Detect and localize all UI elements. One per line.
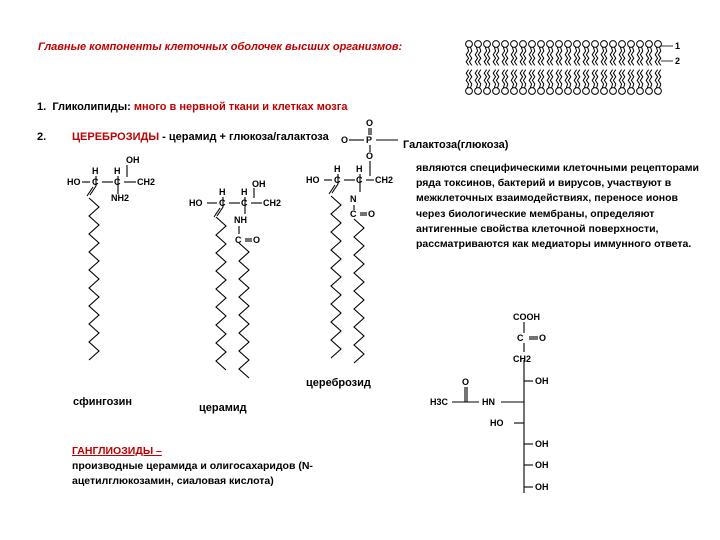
lipid-head — [592, 41, 599, 48]
svg-text:OH: OH — [535, 439, 549, 449]
lipid-head — [583, 41, 590, 48]
lipid-head — [565, 88, 572, 95]
svg-text:C: C — [241, 198, 248, 208]
svg-text:O: O — [253, 235, 261, 245]
svg-text:C: C — [219, 198, 226, 208]
svg-text:O: O — [368, 209, 376, 219]
page-title: Главные компоненты клеточных оболочек высших организмов: — [38, 41, 403, 53]
lipid-tail — [637, 47, 643, 65]
svg-text:HO: HO — [490, 418, 504, 428]
lipid-tail — [592, 47, 598, 65]
sialic-acid-structure — [452, 322, 538, 493]
lipid-tail — [511, 47, 517, 65]
caption-cerebroside: цереброзид — [306, 377, 371, 389]
lipid-tail — [511, 70, 517, 88]
lipid-tail — [547, 70, 553, 88]
description-text: являются специфическими клеточными рецепторами ряда токсинов, бактерий и вирусов, участвуют в межклеточных взаимодействиях, переносе ионов через биологические мембраны, определяют антигенные свойства клеточной поверхности, рассматриваются как медиаторы иммунного ответа. — [416, 162, 699, 251]
lipid-head — [574, 88, 581, 95]
svg-text:O: O — [341, 135, 349, 145]
lipid-head — [628, 88, 635, 95]
svg-text:O: O — [539, 333, 547, 343]
lipid-tail — [475, 70, 481, 88]
lipid-head — [511, 41, 518, 48]
sphingosine-labels — [67, 155, 155, 203]
svg-text:O: O — [366, 151, 374, 161]
svg-text:HO: HO — [189, 198, 203, 208]
lipid-tail — [574, 47, 580, 65]
lipid-head — [475, 88, 482, 95]
lipid-head — [520, 88, 527, 95]
lipid-tail — [565, 47, 571, 65]
lipid-tail — [484, 70, 490, 88]
lipid-head — [583, 88, 590, 95]
lipid-tail — [610, 70, 616, 88]
lipid-tail — [493, 47, 499, 65]
lipid-head — [655, 41, 662, 48]
svg-text:C: C — [235, 235, 242, 245]
svg-text:H: H — [114, 166, 121, 176]
lipid-head — [601, 88, 608, 95]
lipid-head — [601, 41, 608, 48]
lipid-tail — [619, 70, 625, 88]
svg-text:C: C — [334, 175, 341, 185]
lipid-head — [619, 88, 626, 95]
lipid-head — [475, 41, 482, 48]
svg-text:NH2: NH2 — [111, 193, 130, 203]
lipid-head — [547, 41, 554, 48]
svg-text:H: H — [92, 166, 99, 176]
ceramide-labels — [189, 179, 281, 245]
lipid-tail — [574, 70, 580, 88]
lipid-head — [520, 41, 527, 48]
svg-text:P: P — [366, 135, 373, 145]
lipid-head — [502, 41, 509, 48]
lipid-head — [574, 41, 581, 48]
svg-text:C: C — [350, 209, 357, 219]
svg-text:OH: OH — [126, 155, 140, 165]
svg-text:N: N — [350, 194, 357, 204]
lipid-tail — [466, 70, 472, 88]
lipid-head — [493, 88, 500, 95]
lipid-head — [538, 88, 545, 95]
lipid-head — [655, 88, 662, 95]
lipid-head — [502, 88, 509, 95]
lipid-bilayer-diagram — [466, 41, 662, 95]
lipid-head — [484, 41, 491, 48]
lipid-head — [610, 41, 617, 48]
item2-number: 2. — [37, 131, 47, 143]
sugar-label: Галактоза(глюкоза) — [403, 139, 509, 151]
lipid-tail — [529, 70, 535, 88]
svg-text:COOH: COOH — [513, 312, 540, 322]
lipid-head — [466, 88, 473, 95]
svg-text:H: H — [334, 164, 341, 174]
lipid-tail — [538, 47, 544, 65]
svg-text:H3C: H3C — [430, 397, 449, 407]
item2-label: ЦЕРЕБРОЗИДЫ — [72, 131, 160, 143]
gangliosides-title: ГАНГЛИОЗИДЫ – — [72, 445, 162, 457]
svg-text:H: H — [356, 164, 363, 174]
lipid-head — [493, 41, 500, 48]
lipid-tail — [601, 47, 607, 65]
lipid-head — [466, 41, 473, 48]
svg-text:O: O — [366, 118, 374, 128]
lipid-tail — [466, 47, 472, 65]
lipid-tail — [493, 70, 499, 88]
lipid-tail — [502, 70, 508, 88]
caption-sphingosine: сфингозин — [73, 396, 133, 408]
svg-text:CH2: CH2 — [263, 198, 282, 208]
lipid-tail — [619, 47, 625, 65]
item1-text: много в нервной ткани и клетках мозга — [133, 101, 348, 113]
lipid-head — [538, 41, 545, 48]
item2-text: - церамид + глюкоза/галактоза — [162, 131, 329, 143]
lipid-head — [610, 88, 617, 95]
lipid-tail — [610, 47, 616, 65]
svg-text:CH2: CH2 — [137, 177, 156, 187]
lipid-tail — [628, 70, 634, 88]
lipid-head — [484, 88, 491, 95]
svg-text:OH: OH — [535, 376, 549, 386]
svg-text:HO: HO — [306, 175, 320, 185]
svg-text:OH: OH — [535, 482, 549, 492]
lipid-tail — [601, 70, 607, 88]
svg-text:H: H — [219, 187, 226, 197]
lipid-head — [646, 41, 653, 48]
lipid-head — [547, 88, 554, 95]
lipid-head — [556, 41, 563, 48]
lipid-head — [529, 41, 536, 48]
item1-number: 1. — [37, 101, 47, 113]
lipid-tail — [556, 47, 562, 65]
lipid-tail — [547, 47, 553, 65]
lipid-tail — [484, 47, 490, 65]
item1-label: Гликолипиды: — [52, 101, 131, 113]
svg-text:OH: OH — [252, 179, 266, 189]
membrane-label-2: 2 — [675, 56, 681, 66]
lipid-tail — [529, 47, 535, 65]
lipid-tail — [556, 70, 562, 88]
lipid-tail — [646, 47, 652, 65]
lipid-tail — [637, 70, 643, 88]
svg-text:CH2: CH2 — [375, 175, 394, 185]
svg-text:C: C — [517, 333, 524, 343]
lipid-tail — [628, 47, 634, 65]
lipid-tail — [565, 70, 571, 88]
lipid-tail — [538, 70, 544, 88]
lipid-head — [529, 88, 536, 95]
lipid-head — [646, 88, 653, 95]
svg-text:C: C — [356, 175, 363, 185]
svg-text:H: H — [241, 187, 248, 197]
lipid-head — [556, 88, 563, 95]
svg-text:NH: NH — [234, 215, 247, 225]
lipid-head — [637, 41, 644, 48]
svg-text:O: O — [462, 377, 470, 387]
lipid-head — [637, 88, 644, 95]
gangliosides-text: производные церамида и олигосахаридов (N-ацетилглюкозамин, сиаловая кислота) — [72, 460, 313, 487]
svg-text:C: C — [114, 177, 121, 187]
caption-ceramide: церамид — [199, 402, 247, 414]
lipid-tail — [475, 47, 481, 65]
lipid-tail — [520, 70, 526, 88]
lipid-head — [592, 88, 599, 95]
lipid-head — [628, 41, 635, 48]
lipid-head — [565, 41, 572, 48]
svg-text:HN: HN — [482, 397, 495, 407]
lipid-tail — [520, 47, 526, 65]
lipid-head — [511, 88, 518, 95]
svg-text:OH: OH — [535, 460, 549, 470]
cerebroside-labels — [306, 118, 393, 219]
svg-text:CH2: CH2 — [513, 354, 532, 364]
lipid-tail — [502, 47, 508, 65]
lipid-tail — [655, 70, 661, 88]
membrane-label-1: 1 — [675, 41, 681, 51]
svg-text:C: C — [92, 177, 99, 187]
lipid-tail — [583, 47, 589, 65]
lipid-tail — [655, 47, 661, 65]
lipid-head — [619, 41, 626, 48]
svg-text:HO: HO — [67, 177, 81, 187]
lipid-tail — [583, 70, 589, 88]
lipid-tail — [592, 70, 598, 88]
lipid-tail — [646, 70, 652, 88]
